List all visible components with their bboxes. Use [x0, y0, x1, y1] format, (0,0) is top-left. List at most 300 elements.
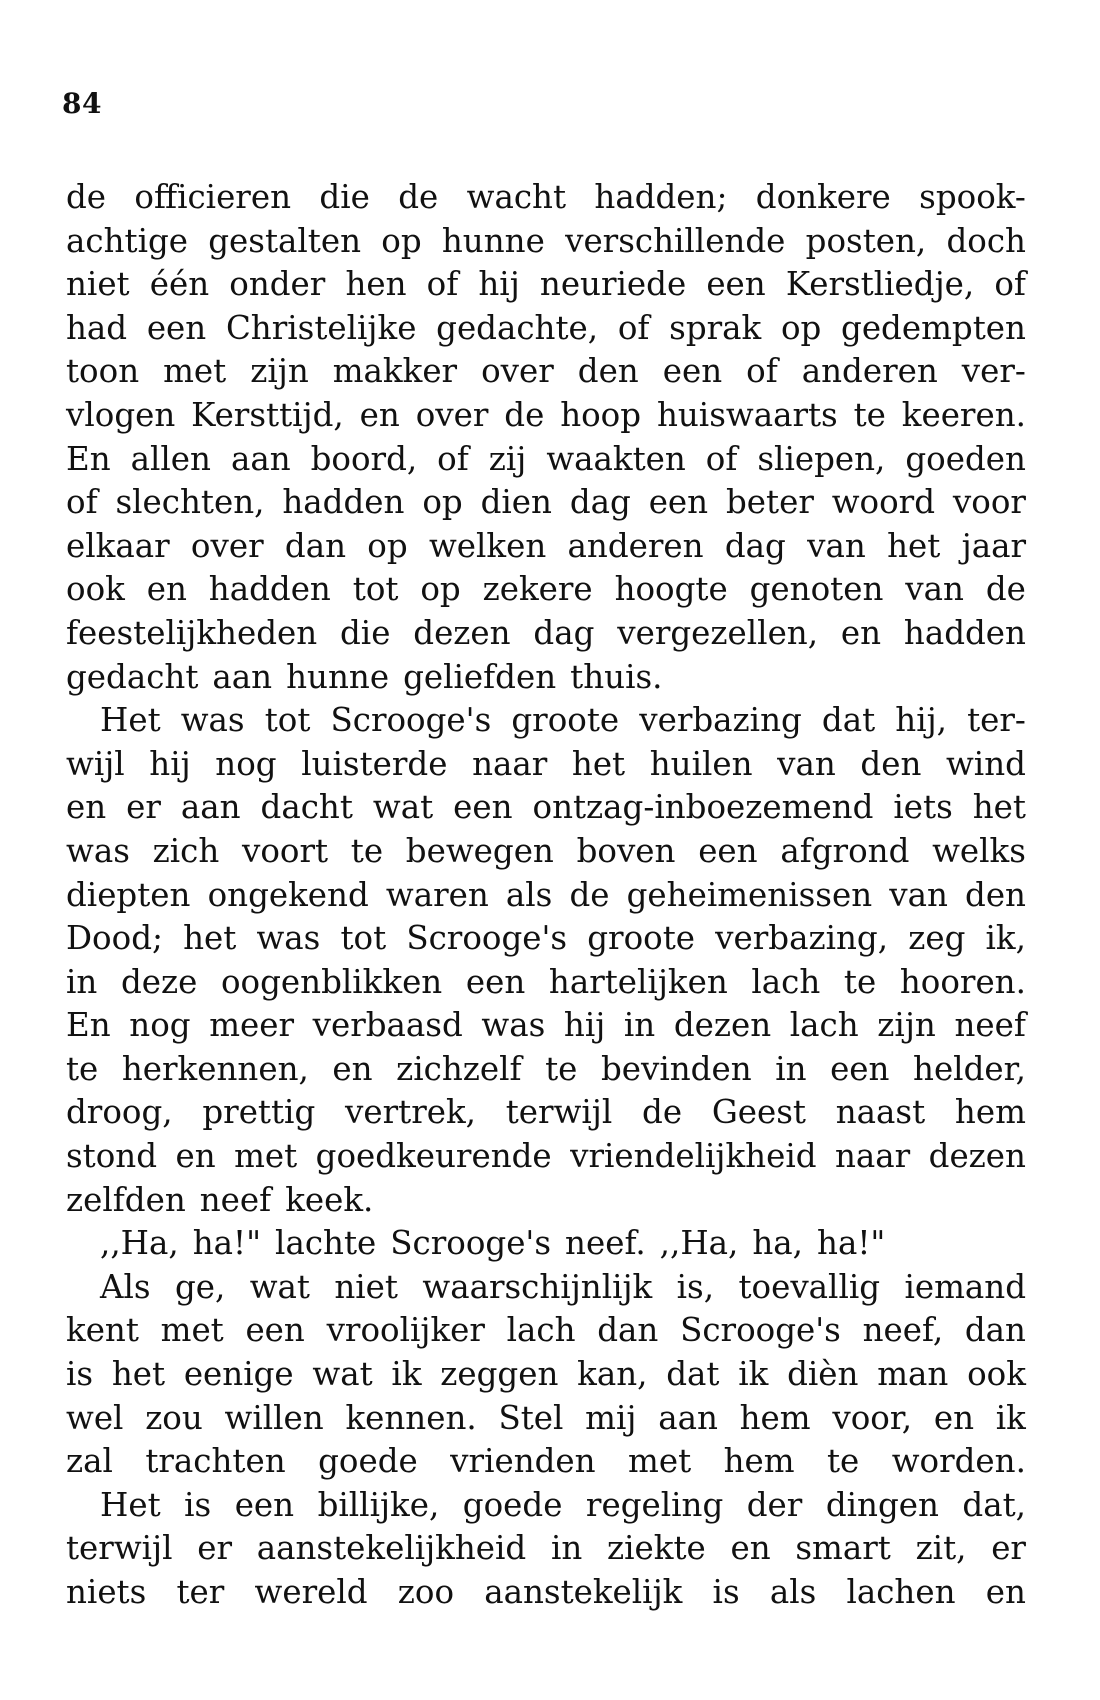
word: en — [985, 1573, 1026, 1611]
word: een — [465, 962, 526, 1001]
word: ik — [738, 1355, 769, 1394]
word: onder — [229, 265, 326, 304]
word: een — [662, 352, 723, 391]
word: man — [877, 1355, 949, 1394]
word: of — [705, 439, 738, 478]
word: voort — [241, 831, 329, 870]
word: hooren. — [899, 962, 1026, 1001]
word: was — [66, 831, 130, 870]
word: een — [245, 1311, 305, 1350]
word: ter — [176, 1573, 225, 1611]
word: dingen — [825, 1485, 939, 1524]
text-line — [66, 1309, 1026, 1353]
word: te — [826, 1442, 860, 1481]
word: makker — [332, 352, 458, 391]
word: of — [994, 265, 1026, 304]
word: oogenblikken — [220, 962, 443, 1001]
word: ver- — [961, 352, 1026, 391]
word: ter- — [967, 701, 1026, 740]
word: neef — [199, 1180, 272, 1219]
word: met — [163, 352, 227, 391]
word: posten, — [805, 221, 927, 260]
word: wat — [249, 1267, 310, 1306]
word: wat — [312, 1355, 373, 1394]
word: dat, — [962, 1485, 1026, 1524]
word: was — [481, 1006, 546, 1045]
word: het — [972, 788, 1026, 827]
word: huilen — [649, 744, 753, 783]
word: herkennen, — [121, 1049, 309, 1088]
word: op — [367, 526, 408, 565]
word: te — [853, 395, 886, 434]
word: keeren. — [901, 395, 1026, 434]
text-line — [66, 1527, 1026, 1571]
word: zoo — [397, 1573, 455, 1611]
text-line — [66, 350, 1026, 394]
word: verbazing, — [715, 919, 889, 958]
word: En — [66, 1006, 111, 1045]
word: de — [985, 570, 1026, 609]
word: hunne — [286, 657, 390, 696]
word: deze — [120, 962, 198, 1001]
word: Dood; — [66, 919, 163, 958]
word: was — [256, 919, 321, 958]
word: den — [860, 744, 922, 783]
text-line — [66, 786, 1026, 830]
word: over — [190, 526, 264, 565]
word: er — [126, 788, 161, 827]
word: een — [830, 1049, 890, 1088]
word: toon — [66, 352, 140, 391]
word: hij, — [895, 701, 947, 740]
word: als — [505, 875, 553, 914]
word: wat — [372, 788, 434, 827]
word: anderen — [567, 526, 704, 565]
text-line — [66, 612, 1026, 656]
word: hadden — [903, 613, 1026, 652]
word: hadden — [282, 483, 405, 522]
text-line — [66, 263, 1026, 307]
word: wijl — [66, 744, 125, 783]
word: En — [66, 439, 111, 478]
word: er — [991, 1529, 1026, 1568]
word: de — [642, 1093, 683, 1132]
word: had — [66, 308, 128, 347]
word: feestelijkheden — [66, 613, 318, 652]
word: één — [149, 265, 210, 304]
body-text — [66, 176, 1026, 1615]
word: te — [545, 1049, 578, 1088]
word: te — [843, 962, 877, 1001]
word: naast — [835, 1093, 926, 1132]
word: in — [623, 1006, 656, 1045]
word: lach — [789, 1006, 859, 1045]
word: groote — [511, 701, 620, 740]
word: het — [887, 526, 941, 565]
text-line — [66, 176, 1026, 220]
word: niet — [334, 1267, 398, 1306]
word: aan — [230, 439, 291, 478]
word: goedkeurende — [315, 1137, 552, 1176]
word: dag — [533, 613, 595, 652]
word: of — [437, 439, 469, 478]
word: zou — [145, 1398, 203, 1437]
word: is — [184, 1485, 212, 1524]
word: met — [160, 1311, 224, 1350]
word: allen — [130, 439, 211, 478]
word: nog — [215, 744, 277, 783]
word: dat — [666, 1355, 720, 1394]
text-line — [66, 1135, 1026, 1179]
word: een — [698, 831, 758, 870]
word: sprak — [669, 308, 762, 347]
word: ,,Ha, — [100, 1224, 179, 1263]
word: over — [481, 352, 554, 391]
word: verbaasd — [312, 1006, 463, 1045]
word: goede — [462, 1485, 563, 1524]
word: op — [780, 308, 822, 347]
word: als — [769, 1573, 817, 1611]
word: afgrond — [780, 831, 910, 870]
word: dan — [964, 1311, 1026, 1350]
word: neef, — [862, 1311, 944, 1350]
word: slechten, — [115, 483, 265, 522]
word: vriendelijkheid — [570, 1137, 817, 1176]
text-line — [66, 1048, 1026, 1092]
word: den — [577, 352, 639, 391]
word: verbazing — [639, 701, 802, 740]
word: op — [422, 483, 463, 522]
word: elkaar — [66, 526, 170, 565]
word: in — [550, 1529, 583, 1568]
word: of — [66, 483, 98, 522]
word: bevinden — [600, 1049, 752, 1088]
word: geheimenissen — [626, 875, 873, 914]
word: het — [111, 1355, 166, 1394]
word: dacht — [260, 788, 353, 827]
word: niet — [66, 265, 130, 304]
word: zeggen — [440, 1355, 559, 1394]
word: dan — [597, 1311, 659, 1350]
word: lach — [751, 962, 821, 1001]
word: tot — [340, 919, 387, 958]
word: dièn — [787, 1355, 859, 1394]
word: zeg — [908, 919, 966, 958]
word: dan — [284, 526, 347, 565]
word: verschillende — [565, 221, 786, 260]
word: dien — [480, 483, 552, 522]
word: ha!" — [817, 1224, 886, 1263]
word: genoten — [749, 570, 884, 609]
word: vergezellen, — [617, 613, 819, 652]
word: boord, — [310, 439, 418, 478]
text-line — [66, 438, 1026, 482]
word: waarschijnlijk — [422, 1267, 653, 1306]
text-line — [66, 481, 1026, 525]
word: de — [66, 178, 107, 216]
word: de — [569, 875, 610, 914]
word: gedachte, — [436, 308, 599, 347]
word: welken — [428, 526, 547, 565]
word: Scrooge's — [406, 919, 568, 958]
word: keek. — [285, 1180, 374, 1219]
word: hadden; — [594, 178, 728, 216]
word: officieren — [134, 178, 292, 216]
text-line — [66, 656, 1026, 700]
word: neef. — [565, 1224, 646, 1263]
word: iemand — [904, 1267, 1026, 1306]
word: en — [175, 1137, 216, 1176]
word: meer — [209, 1006, 295, 1045]
word: een — [234, 1485, 295, 1524]
text-line — [66, 699, 1026, 743]
word: ook — [66, 570, 125, 609]
word: Scrooge's — [680, 1311, 841, 1350]
word: neuriede — [539, 265, 687, 304]
word: donkere — [755, 178, 891, 216]
word: waren — [385, 875, 489, 914]
word: achtige — [66, 221, 189, 260]
text-line — [66, 1571, 1026, 1615]
word: is — [66, 1355, 94, 1394]
word: hartelijken — [548, 962, 728, 1001]
word: van — [777, 744, 836, 783]
word: billijke, — [317, 1485, 440, 1524]
word: van — [905, 570, 964, 609]
word: geliefden — [403, 657, 557, 696]
word: naar — [834, 1137, 911, 1176]
text-line — [66, 1484, 1026, 1528]
word: aan — [658, 1398, 718, 1437]
text-line — [66, 1440, 1026, 1484]
word: Het — [100, 1485, 161, 1524]
word: der — [746, 1485, 803, 1524]
word: en — [359, 395, 400, 434]
word: luisterde — [301, 744, 448, 783]
word: ge, — [174, 1267, 226, 1306]
text-line — [66, 1353, 1026, 1397]
word: de — [398, 178, 439, 216]
word: met — [628, 1442, 692, 1481]
word: voor, — [832, 1398, 913, 1437]
word: spook- — [919, 178, 1026, 216]
word: dezen — [673, 1006, 772, 1045]
word: hij — [563, 1006, 606, 1045]
word: kan, — [577, 1355, 648, 1394]
word: die — [319, 178, 370, 216]
text-line — [66, 525, 1026, 569]
word: van — [807, 526, 866, 565]
word: zijn — [250, 352, 309, 391]
word: Als — [100, 1267, 151, 1306]
word: gestalten — [208, 221, 362, 260]
word: zelfden — [66, 1180, 186, 1219]
word: te — [350, 831, 384, 870]
word: zich — [152, 831, 220, 870]
text-line — [66, 307, 1026, 351]
word: of — [617, 308, 650, 347]
word: jaar — [961, 526, 1026, 565]
text-line — [66, 1091, 1026, 1135]
word: eenige — [183, 1355, 294, 1394]
word: smart — [795, 1529, 891, 1568]
word: naar — [472, 744, 548, 783]
word: hoogte — [614, 570, 728, 609]
word: gedempten — [841, 308, 1026, 347]
word: goede — [318, 1442, 418, 1481]
word: dag — [724, 526, 786, 565]
text-line — [66, 568, 1026, 612]
word: ik, — [985, 919, 1026, 958]
word: bewegen — [405, 831, 554, 870]
word: waakten — [546, 439, 686, 478]
word: een — [453, 788, 513, 827]
word: neef — [954, 1006, 1026, 1045]
word: was — [180, 701, 245, 740]
word: wereld — [254, 1573, 368, 1611]
word: en — [730, 1529, 771, 1568]
word: lachte — [275, 1224, 377, 1263]
word: vrienden — [450, 1442, 596, 1481]
text-line — [66, 1004, 1026, 1048]
word: regeling — [585, 1485, 724, 1524]
word: Scrooge's — [330, 701, 492, 740]
word: beter — [725, 483, 814, 522]
text-line — [66, 1266, 1026, 1310]
word: mij — [585, 1398, 637, 1437]
word: huiswaarts — [656, 395, 838, 434]
word: er — [197, 1529, 233, 1568]
word: zij — [488, 439, 527, 478]
word: nog — [129, 1006, 191, 1045]
word: hem — [723, 1442, 795, 1481]
word: te — [66, 1049, 99, 1088]
word: welks — [932, 831, 1026, 870]
word: is — [712, 1573, 740, 1611]
word: ook — [967, 1355, 1026, 1394]
word: zichzelf — [396, 1049, 522, 1088]
word: terwijl — [66, 1529, 173, 1568]
word: lachen — [846, 1573, 956, 1611]
word: is, — [676, 1267, 715, 1306]
word: en — [146, 570, 187, 609]
word: iets — [893, 788, 953, 827]
word: kennen. — [345, 1398, 477, 1437]
word: groote — [587, 919, 696, 958]
word: hem — [954, 1093, 1026, 1132]
word: of — [746, 352, 778, 391]
word: woord — [831, 483, 936, 522]
text-line — [66, 394, 1026, 438]
word: tot — [352, 570, 399, 609]
word: dezen — [928, 1137, 1026, 1176]
word: en — [66, 788, 107, 827]
word: trachten — [145, 1442, 286, 1481]
word: niets — [66, 1573, 147, 1611]
word: zekere — [482, 570, 593, 609]
word: diepten — [66, 875, 191, 914]
word: ontzag-inboezemend — [532, 788, 874, 827]
page-number: 84 — [62, 87, 102, 120]
word: vlogen — [66, 395, 176, 434]
word: hunne — [441, 221, 545, 260]
text-line — [66, 220, 1026, 264]
word: en — [840, 613, 882, 652]
word: op — [381, 221, 422, 260]
word: zal — [66, 1442, 113, 1481]
word: een — [648, 483, 709, 522]
word: willen — [224, 1398, 324, 1437]
word: kent — [66, 1311, 139, 1350]
word: aanstekelijkheid — [256, 1529, 527, 1568]
word: een — [146, 308, 207, 347]
word: worden. — [891, 1442, 1026, 1481]
word: zit, — [915, 1529, 967, 1568]
word: ha, — [752, 1224, 804, 1263]
word: helder, — [913, 1049, 1026, 1088]
word: met — [234, 1137, 298, 1176]
text-line — [66, 1222, 1026, 1266]
word: ha!" — [192, 1224, 262, 1263]
word: Stel — [498, 1398, 564, 1437]
word: stond — [66, 1137, 158, 1176]
word: Kersttijd, — [191, 395, 344, 434]
word: van — [889, 875, 948, 914]
word: wel — [66, 1398, 124, 1437]
word: Scrooge's — [390, 1224, 552, 1263]
word: doch — [946, 221, 1026, 260]
word: den — [965, 875, 1026, 914]
word: hem — [739, 1398, 811, 1437]
word: en — [332, 1049, 373, 1088]
word: hoop — [560, 395, 642, 434]
word: Christelijke — [225, 308, 417, 347]
word: een — [706, 265, 766, 304]
word: ziekte — [607, 1529, 706, 1568]
word: voor — [952, 483, 1026, 522]
word: boven — [576, 831, 676, 870]
word: wacht — [466, 178, 567, 216]
word: over — [415, 395, 489, 434]
word: hij — [149, 744, 191, 783]
word: Kerstliedje, — [785, 265, 975, 304]
word: Het — [100, 701, 161, 740]
word: hadden — [208, 570, 331, 609]
word: vroolijker — [326, 1311, 485, 1350]
text-line — [66, 961, 1026, 1005]
word: op — [420, 570, 461, 609]
text-line — [66, 1397, 1026, 1441]
word: de — [504, 395, 545, 434]
word: die — [340, 613, 391, 652]
word: aan — [212, 657, 273, 696]
word: vertrek, — [345, 1093, 476, 1132]
word: of — [426, 265, 459, 304]
word: sliepen, — [757, 439, 886, 478]
word: het — [571, 744, 626, 783]
word: thuis. — [570, 657, 663, 696]
word: ongekend — [207, 875, 369, 914]
word: terwijl — [505, 1093, 613, 1132]
text-line — [66, 917, 1026, 961]
word: in — [66, 962, 98, 1001]
word: aan — [180, 788, 241, 827]
word: wind — [945, 744, 1026, 783]
word: ik — [995, 1398, 1026, 1437]
word: en — [933, 1398, 975, 1437]
word: gedacht — [66, 657, 199, 696]
word: anderen — [801, 352, 938, 391]
